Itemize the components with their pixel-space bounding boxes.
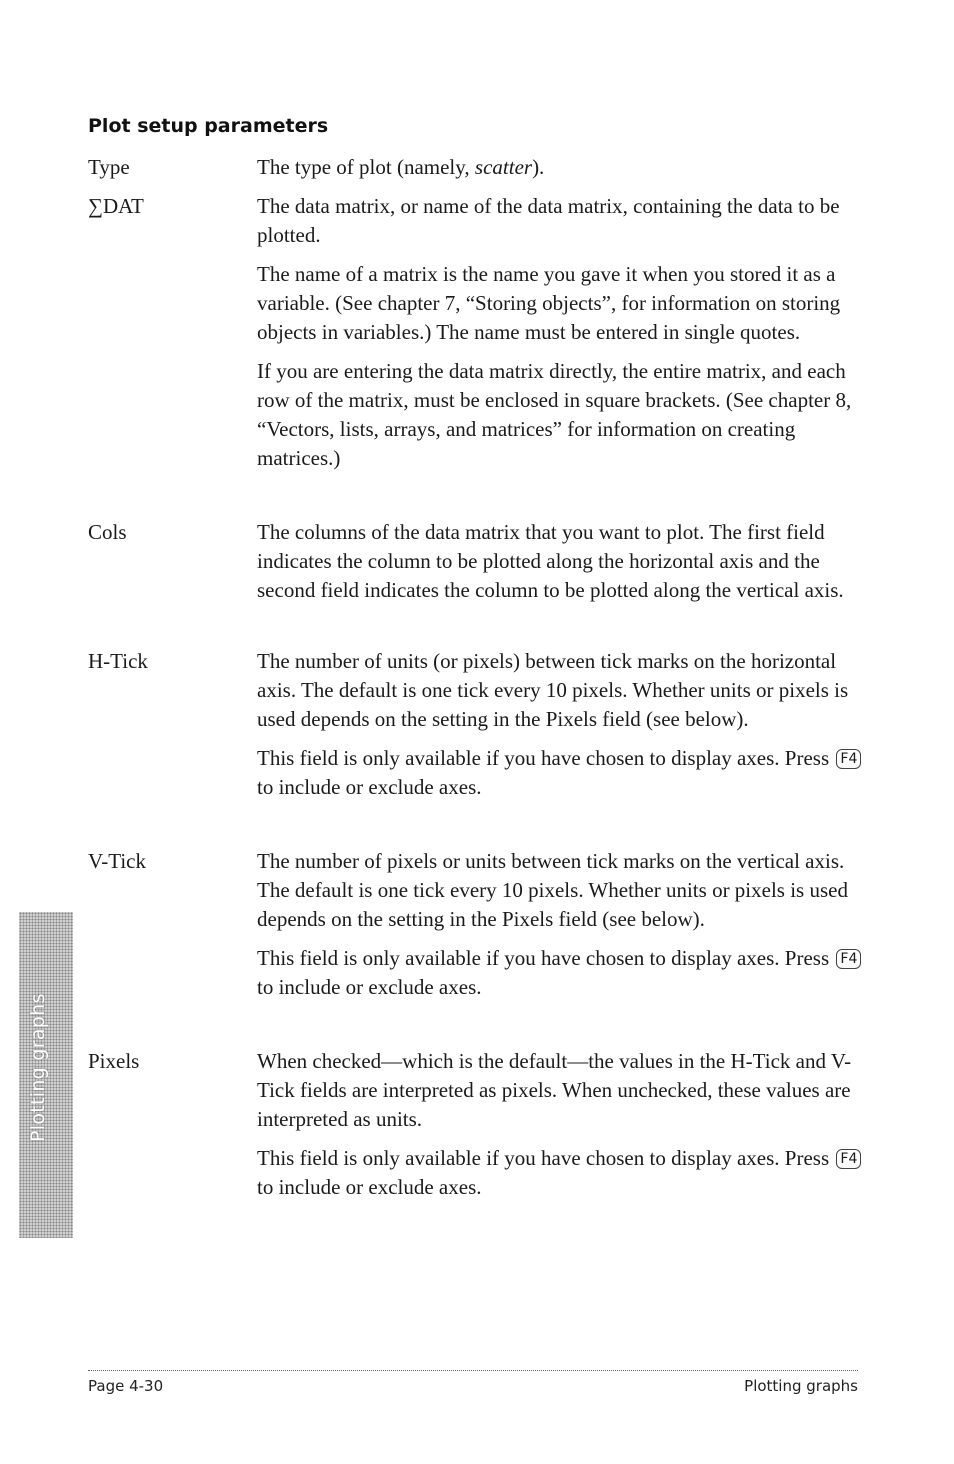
desc-htick xyxy=(257,647,867,812)
chapter-side-tab-label: Plotting graphs xyxy=(27,993,49,1142)
footer-divider xyxy=(88,1370,858,1371)
term-cols: Cols xyxy=(88,520,127,544)
f4-key-icon: F4 xyxy=(836,749,861,769)
desc-vtick-p2 xyxy=(257,944,867,1002)
desc-pixels-p2-text-end: to include or exclude axes. xyxy=(257,1175,482,1199)
desc-sdat-p3: If you are entering the data matrix directly, the entire matrix, and each row of the matrix, must be enclosed in square brackets. (See chapter 8, “Vectors, lists, arrays, and matrices” for information on creating matrices.) xyxy=(257,359,852,470)
desc-htick-p2 xyxy=(257,744,867,802)
desc-vtick-p1: The number of pixels or units between tick marks on the vertical axis. The default is one tick every 10 pixels. Whether units or pixels is used depends on the setting in the Pixels field (see below). xyxy=(257,849,848,931)
desc-htick-p1: The number of units (or pixels) between tick marks on the horizontal axis. The default is one tick every 10 pixels. Whether units or pixels is used depends on the setting in the Pixels field (see below). xyxy=(257,649,849,731)
desc-pixels-p2-text: This field is only available if you have chosen to display axes. Press xyxy=(257,1146,830,1170)
desc-pixels-p2 xyxy=(257,1144,867,1202)
desc-pixels xyxy=(257,1047,867,1212)
desc-type xyxy=(257,153,867,192)
f4-key-icon: F4 xyxy=(836,1149,861,1169)
desc-pixels-p1: When checked—which is the default—the values in the H-Tick and V-Tick fields are interpreted as pixels. When unchecked, these values are interpreted as units. xyxy=(257,1049,852,1131)
term-type: Type xyxy=(88,155,130,179)
desc-htick-p2-text-end: to include or exclude axes. xyxy=(257,775,482,799)
desc-sdat-p2: The name of a matrix is the name you gave it when you stored it as a variable. (See chapter 7, “Storing objects”, for information on storing objects in variables.) The name must be entered in single quotes. xyxy=(257,262,841,344)
desc-htick-p2-text: This field is only available if you have chosen to display axes. Press xyxy=(257,746,830,770)
desc-vtick-p2-text-end: to include or exclude axes. xyxy=(257,975,482,999)
term-htick: H-Tick xyxy=(88,649,148,673)
section-heading: Plot setup parameters xyxy=(88,115,329,137)
desc-cols-p1: The columns of the data matrix that you want to plot. The first field indicates the column to be plotted along the horizontal axis and the second field indicates the column to be plotted along the vertical axis. xyxy=(257,520,844,602)
desc-type-text: The type of plot (namely, xyxy=(257,155,475,179)
term-pixels: Pixels xyxy=(88,1049,140,1073)
desc-type-text-end: ). xyxy=(532,155,545,179)
desc-vtick-p2-text: This field is only available if you have chosen to display axes. Press xyxy=(257,946,830,970)
term-sdat: ∑DAT xyxy=(88,194,144,218)
desc-sdat-p1: The data matrix, or name of the data matrix, containing the data to be plotted. xyxy=(257,194,840,247)
desc-sdat xyxy=(257,192,867,483)
desc-cols xyxy=(257,518,867,615)
desc-type-emphasis: scatter xyxy=(474,155,533,179)
desc-vtick xyxy=(257,847,867,1012)
f4-key-icon: F4 xyxy=(836,949,861,969)
page-number: Page 4-30 xyxy=(88,1377,164,1395)
term-vtick: V-Tick xyxy=(88,849,146,873)
footer-chapter-title: Plotting graphs xyxy=(744,1377,858,1395)
